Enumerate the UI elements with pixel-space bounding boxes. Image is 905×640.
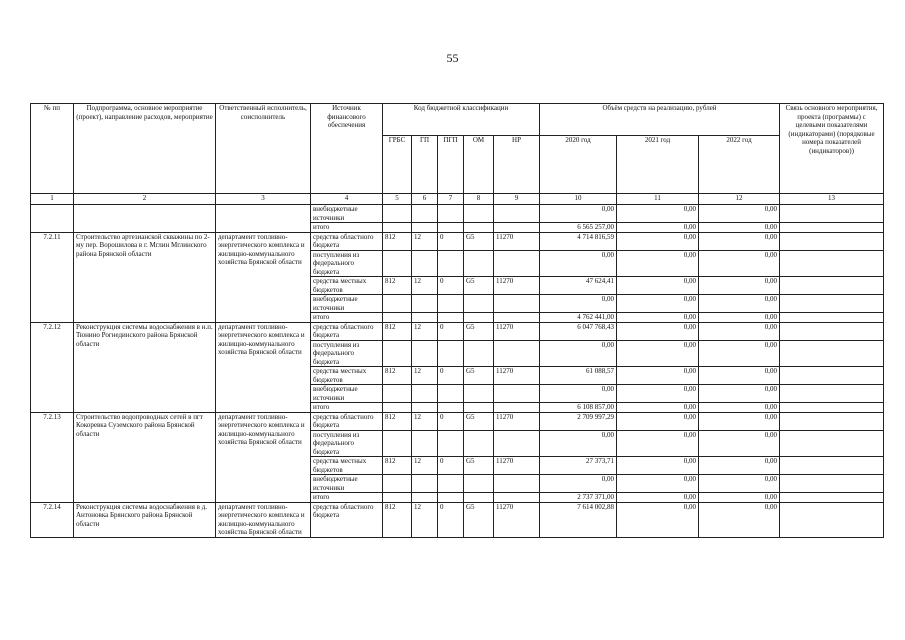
header-link: Связь основного мероприятия, проекта (программы) с целевыми показателями (индикаторами) (порядковые номера показателей (индикаторов)) — [780, 104, 884, 194]
header-np: НР — [494, 136, 540, 194]
column-number: 8 — [464, 194, 494, 205]
grbs-cell: 812 — [383, 412, 412, 430]
carry-num-cell — [31, 205, 74, 233]
project-executor: департамент топливно-энергетического комплекса и жилищно-коммунального хозяйства Брянской области — [216, 412, 311, 502]
project-executor: департамент топливно-энергетического комплекса и жилищно-коммунального хозяйства Брянской области — [216, 232, 311, 322]
om-cell: G5 — [464, 277, 494, 295]
project-num: 7.2.11 — [31, 232, 74, 322]
value-cell: 6 047 768,43 — [540, 322, 617, 340]
value-cell: 4 714 816,59 — [540, 232, 617, 250]
value-cell: 0,00 — [617, 412, 699, 430]
column-number: 5 — [383, 194, 412, 205]
project-num: 7.2.12 — [31, 322, 74, 412]
np-cell: 11270 — [494, 367, 540, 385]
value-cell: 0,00 — [699, 313, 780, 323]
pgp-cell: 0 — [438, 277, 464, 295]
column-number: 3 — [216, 194, 311, 205]
source-cell: средства местных бюджетов — [311, 277, 383, 295]
column-number: 1 — [31, 194, 74, 205]
header-2020: 2020 год — [540, 136, 617, 194]
source-cell: внебюджетные источники — [311, 205, 383, 223]
value-cell: 0,00 — [540, 250, 617, 277]
gp-cell: 12 — [412, 322, 438, 340]
source-cell: итого — [311, 493, 383, 503]
header-om: ОМ — [464, 136, 494, 194]
source-cell: итого — [311, 403, 383, 413]
gp-cell: 12 — [412, 502, 438, 537]
value-cell: 0,00 — [699, 367, 780, 385]
value-cell: 6 108 857,00 — [540, 403, 617, 413]
column-number: 4 — [311, 194, 383, 205]
value-cell: 27 373,71 — [540, 457, 617, 475]
value-cell: 0,00 — [699, 403, 780, 413]
value-cell: 0,00 — [617, 502, 699, 537]
gp-cell: 12 — [412, 412, 438, 430]
pgp-cell: 0 — [438, 322, 464, 340]
pgp-cell: 0 — [438, 502, 464, 537]
value-cell: 0,00 — [617, 475, 699, 493]
value-cell: 61 088,57 — [540, 367, 617, 385]
value-cell: 0,00 — [699, 322, 780, 340]
project-num: 7.2.13 — [31, 412, 74, 502]
carry-name-cell — [74, 205, 216, 233]
value-cell: 0,00 — [699, 493, 780, 503]
page-number: 55 — [446, 51, 459, 65]
header-subprogram: Подпрограмма, основное мероприятие (проект), направление расходов, мероприятие — [74, 104, 216, 194]
value-cell: 0,00 — [617, 493, 699, 503]
grbs-cell: 812 — [383, 457, 412, 475]
om-cell: G5 — [464, 502, 494, 537]
np-cell: 11270 — [494, 502, 540, 537]
np-cell: 11270 — [494, 322, 540, 340]
value-cell: 0,00 — [699, 430, 780, 457]
om-cell: G5 — [464, 412, 494, 430]
source-cell: внебюджетные источники — [311, 295, 383, 313]
value-cell: 0,00 — [540, 295, 617, 313]
value-cell: 0,00 — [699, 250, 780, 277]
grbs-cell: 812 — [383, 367, 412, 385]
value-cell: 0,00 — [617, 367, 699, 385]
gp-cell: 12 — [412, 232, 438, 250]
table-row — [31, 412, 884, 430]
np-cell: 11270 — [494, 412, 540, 430]
value-cell: 0,00 — [699, 295, 780, 313]
column-number: 7 — [438, 194, 464, 205]
value-cell: 0,00 — [617, 277, 699, 295]
project-name: Реконструкция системы водоснабжения в д. Антоновка Брянского района Брянской области — [74, 502, 216, 537]
column-number: 12 — [699, 194, 780, 205]
value-cell: 0,00 — [540, 430, 617, 457]
project-name: Строительство артезианской скважины по 2-му пер. Ворошилова в г. Мглин Мглинского района Брянской области — [74, 232, 216, 322]
np-cell: 11270 — [494, 457, 540, 475]
project-name: Реконструкция системы водоснабжения в н.п. Тюнино Рогнединского района Брянской области — [74, 322, 216, 412]
value-cell: 0,00 — [617, 340, 699, 367]
grbs-cell: 812 — [383, 277, 412, 295]
table-row — [31, 232, 884, 250]
value-cell: 0,00 — [699, 385, 780, 403]
np-cell: 11270 — [494, 232, 540, 250]
header-2022: 2022 год — [699, 136, 780, 194]
source-cell: поступления из федерального бюджета — [311, 250, 383, 277]
project-num: 7.2.14 — [31, 502, 74, 537]
value-cell: 0,00 — [617, 250, 699, 277]
om-cell: G5 — [464, 322, 494, 340]
value-cell: 2 709 997,29 — [540, 412, 617, 430]
pgp-cell: 0 — [438, 457, 464, 475]
source-cell: средства областного бюджета — [311, 232, 383, 250]
value-cell: 0,00 — [617, 457, 699, 475]
value-cell: 0,00 — [617, 430, 699, 457]
carry-executor-cell — [216, 205, 311, 233]
grbs-cell: 812 — [383, 322, 412, 340]
value-cell: 0,00 — [617, 223, 699, 233]
gp-cell: 12 — [412, 277, 438, 295]
value-cell: 0,00 — [617, 205, 699, 223]
header-executor: Ответственный исполнитель, соисполнитель — [216, 104, 311, 194]
source-cell: внебюджетные источники — [311, 475, 383, 493]
project-name: Строительство водопроводных сетей в пгт Кокоревка Суземского района Брянской области — [74, 412, 216, 502]
value-cell: 0,00 — [699, 412, 780, 430]
source-cell: итого — [311, 223, 383, 233]
column-number: 2 — [74, 194, 216, 205]
grbs-cell: 812 — [383, 232, 412, 250]
om-cell: G5 — [464, 457, 494, 475]
table-row — [31, 322, 884, 340]
source-cell: средства областного бюджета — [311, 502, 383, 537]
value-cell: 0,00 — [699, 340, 780, 367]
header-2021: 2021 год — [617, 136, 699, 194]
gp-cell: 12 — [412, 367, 438, 385]
source-cell: поступления из федерального бюджета — [311, 340, 383, 367]
header-row — [31, 104, 884, 136]
value-cell: 0,00 — [617, 403, 699, 413]
value-cell: 0,00 — [617, 385, 699, 403]
pgp-cell: 0 — [438, 412, 464, 430]
value-cell: 47 624,41 — [540, 277, 617, 295]
grbs-cell: 812 — [383, 502, 412, 537]
source-cell: внебюджетные источники — [311, 385, 383, 403]
column-number: 10 — [540, 194, 617, 205]
column-numbers-row — [31, 194, 884, 205]
column-number: 9 — [494, 194, 540, 205]
value-cell: 4 762 441,00 — [540, 313, 617, 323]
value-cell: 0,00 — [699, 232, 780, 250]
source-cell: средства местных бюджетов — [311, 457, 383, 475]
value-cell: 7 614 002,88 — [540, 502, 617, 537]
header-pgp: ПГП — [438, 136, 464, 194]
table-row — [31, 502, 884, 537]
source-cell: средства областного бюджета — [311, 412, 383, 430]
value-cell: 0,00 — [617, 232, 699, 250]
value-cell: 2 737 371,00 — [540, 493, 617, 503]
value-cell: 0,00 — [617, 322, 699, 340]
header-num: № пп — [31, 104, 74, 194]
column-number: 11 — [617, 194, 699, 205]
value-cell: 0,00 — [699, 502, 780, 537]
column-number: 13 — [780, 194, 884, 205]
project-executor: департамент топливно-энергетического комплекса и жилищно-коммунального хозяйства Брянской области — [216, 322, 311, 412]
header-source: Источник финансового обеспечения — [311, 104, 383, 194]
project-executor: департамент топливно-энергетического комплекса и жилищно-коммунального хозяйства Брянской области — [216, 502, 311, 537]
gp-cell: 12 — [412, 457, 438, 475]
np-cell: 11270 — [494, 277, 540, 295]
value-cell: 0,00 — [617, 313, 699, 323]
pgp-cell: 0 — [438, 232, 464, 250]
value-cell: 0,00 — [699, 277, 780, 295]
value-cell: 0,00 — [617, 295, 699, 313]
pgp-cell: 0 — [438, 367, 464, 385]
value-cell: 6 565 257,00 — [540, 223, 617, 233]
header-budget-code: Код бюджетной классификации — [383, 104, 540, 136]
value-cell: 0,00 — [540, 475, 617, 493]
table-row — [31, 205, 884, 223]
value-cell: 0,00 — [540, 385, 617, 403]
source-cell: поступления из федерального бюджета — [311, 430, 383, 457]
source-cell: средства областного бюджета — [311, 322, 383, 340]
header-volume: Объём средств на реализацию, рублей — [540, 104, 780, 136]
value-cell: 0,00 — [540, 340, 617, 367]
budget-table — [30, 103, 884, 538]
column-number: 6 — [412, 194, 438, 205]
value-cell: 0,00 — [540, 205, 617, 223]
value-cell: 0,00 — [699, 475, 780, 493]
om-cell: G5 — [464, 367, 494, 385]
source-cell: итого — [311, 313, 383, 323]
om-cell: G5 — [464, 232, 494, 250]
value-cell: 0,00 — [699, 457, 780, 475]
header-grbs: ГРБС — [383, 136, 412, 194]
value-cell: 0,00 — [699, 205, 780, 223]
source-cell: средства местных бюджетов — [311, 367, 383, 385]
header-gp: ГП — [412, 136, 438, 194]
value-cell: 0,00 — [699, 223, 780, 233]
